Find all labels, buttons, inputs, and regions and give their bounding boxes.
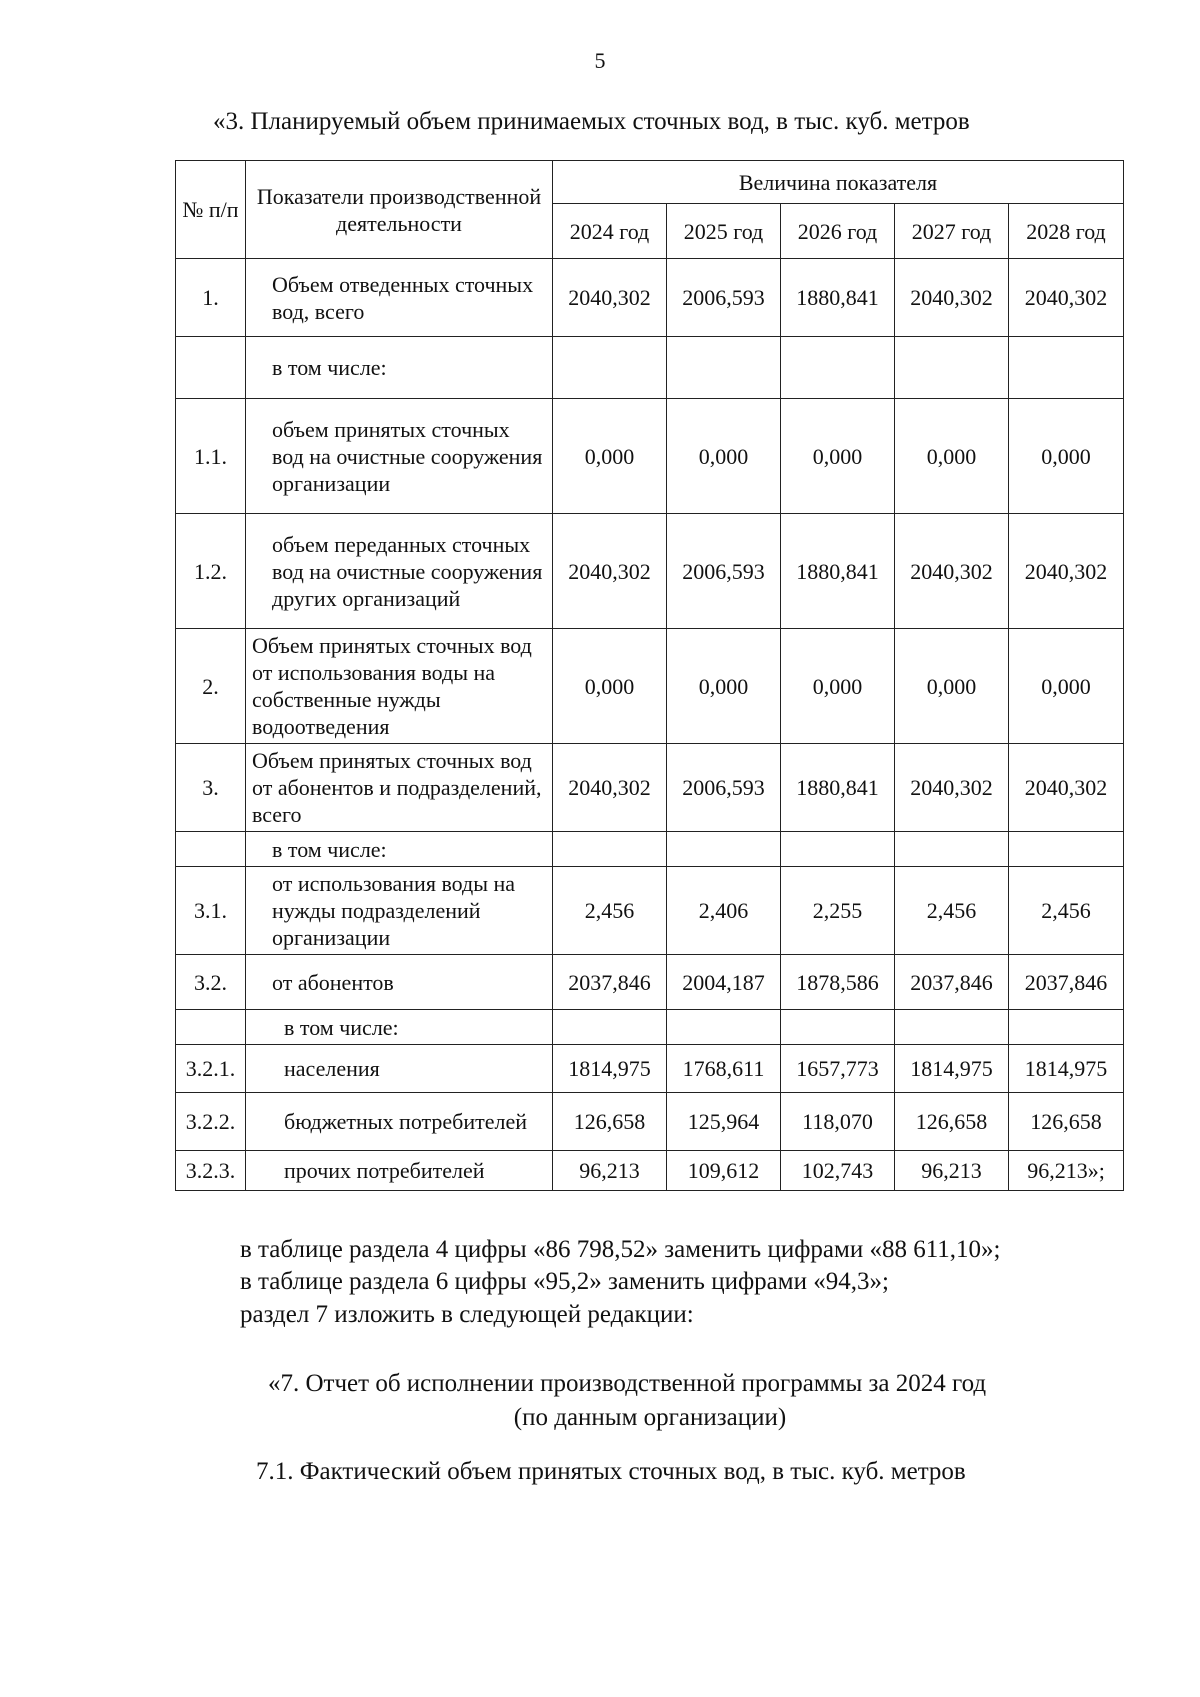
row-value: 0,000 <box>667 399 781 514</box>
row-num: 3.2.2. <box>176 1093 246 1151</box>
row-value: 2040,302 <box>895 514 1009 629</box>
row-value <box>781 337 895 399</box>
page-number: 5 <box>594 48 606 73</box>
row-value: 102,743 <box>781 1151 895 1191</box>
header-year: 2028 год <box>1009 204 1124 259</box>
row-value: 2040,302 <box>895 744 1009 832</box>
table-row <box>176 1045 1124 1093</box>
row-num: 2. <box>176 629 246 744</box>
row-value: 118,070 <box>781 1093 895 1151</box>
row-num: 1.1. <box>176 399 246 514</box>
row-value: 0,000 <box>553 399 667 514</box>
row-value <box>781 832 895 867</box>
row-value: 0,000 <box>895 399 1009 514</box>
header-year: 2027 год <box>895 204 1009 259</box>
row-value: 96,213»; <box>1009 1151 1124 1191</box>
table-row <box>176 1151 1124 1191</box>
header-num: № п/п <box>176 161 246 259</box>
header-value-group: Величина показателя <box>553 161 1124 204</box>
row-num: 1.2. <box>176 514 246 629</box>
row-value <box>667 337 781 399</box>
production-table <box>175 160 1124 1191</box>
row-num: 3.2.3. <box>176 1151 246 1191</box>
section71-heading: 7.1. Фактический объем принятых сточных вод, в тыс. куб. метров <box>256 1458 966 1485</box>
row-value <box>895 832 1009 867</box>
row-value: 0,000 <box>553 629 667 744</box>
row-value: 0,000 <box>895 629 1009 744</box>
row-value: 126,658 <box>895 1093 1009 1151</box>
row-value <box>667 832 781 867</box>
header-indicator: Показатели производственной деятельности <box>246 161 553 259</box>
row-value: 1880,841 <box>781 744 895 832</box>
row-value <box>667 1010 781 1045</box>
row-value: 2037,846 <box>1009 955 1124 1010</box>
row-num: 1. <box>176 259 246 337</box>
row-value: 2006,593 <box>667 514 781 629</box>
row-num: 3. <box>176 744 246 832</box>
row-value: 2040,302 <box>553 259 667 337</box>
row-value: 2,456 <box>1009 867 1124 955</box>
row-value <box>781 1010 895 1045</box>
row-value: 126,658 <box>553 1093 667 1151</box>
row-value: 125,964 <box>667 1093 781 1151</box>
row-name: в том числе: <box>246 337 553 399</box>
row-num <box>176 337 246 399</box>
table-row <box>176 1010 1124 1045</box>
row-value: 2,406 <box>667 867 781 955</box>
header-year: 2024 год <box>553 204 667 259</box>
table-row <box>176 867 1124 955</box>
header-year: 2026 год <box>781 204 895 259</box>
row-name: от использования воды на нужды подразделений организации <box>246 867 553 955</box>
row-value <box>1009 1010 1124 1045</box>
row-value: 0,000 <box>781 399 895 514</box>
row-name: Объем принятых сточных вод от абонентов и подразделений, всего <box>246 744 553 832</box>
row-value <box>895 1010 1009 1045</box>
table-row <box>176 744 1124 832</box>
table-row <box>176 629 1124 744</box>
row-value <box>895 337 1009 399</box>
table-row <box>176 832 1124 867</box>
row-value: 96,213 <box>553 1151 667 1191</box>
row-value: 1814,975 <box>553 1045 667 1093</box>
amendment-paragraph: раздел 7 изложить в следующей редакции: <box>240 1301 694 1328</box>
table-row <box>176 337 1124 399</box>
row-value <box>553 832 667 867</box>
row-value: 0,000 <box>1009 629 1124 744</box>
row-value: 2006,593 <box>667 259 781 337</box>
row-value <box>553 1010 667 1045</box>
row-num <box>176 832 246 867</box>
row-num <box>176 1010 246 1045</box>
row-name: бюджетных потребителей <box>246 1093 553 1151</box>
row-value: 2006,593 <box>667 744 781 832</box>
row-name: Объем отведенных сточных вод, всего <box>246 259 553 337</box>
section-heading: «3. Планируемый объем принимаемых сточных вод, в тыс. куб. метров <box>213 108 970 135</box>
row-name: населения <box>246 1045 553 1093</box>
header-year: 2025 год <box>667 204 781 259</box>
row-value: 109,612 <box>667 1151 781 1191</box>
row-value: 2037,846 <box>553 955 667 1010</box>
row-value: 2040,302 <box>553 744 667 832</box>
amendment-paragraph: в таблице раздела 4 цифры «86 798,52» заменить цифрами «88 611,10»; <box>240 1236 1001 1263</box>
row-value: 126,658 <box>1009 1093 1124 1151</box>
row-value <box>1009 337 1124 399</box>
row-name: прочих потребителей <box>246 1151 553 1191</box>
section7-subtitle: (по данным организации) <box>513 1404 787 1431</box>
row-value: 1768,611 <box>667 1045 781 1093</box>
row-num: 3.2.1. <box>176 1045 246 1093</box>
row-name: от абонентов <box>246 955 553 1010</box>
row-value: 1880,841 <box>781 514 895 629</box>
row-value <box>553 337 667 399</box>
row-value: 2040,302 <box>553 514 667 629</box>
section7-title: «7. Отчет об исполнении производственной программы за 2024 год <box>268 1370 987 1397</box>
amendment-paragraph: в таблице раздела 6 цифры «95,2» заменить цифрами «94,3»; <box>240 1268 889 1295</box>
row-value: 0,000 <box>781 629 895 744</box>
row-name: объем принятых сточных вод на очистные сооружения организации <box>246 399 553 514</box>
row-value: 1814,975 <box>895 1045 1009 1093</box>
row-name: Объем принятых сточных вод от использования воды на собственные нужды водоотведения <box>246 629 553 744</box>
row-value: 1878,586 <box>781 955 895 1010</box>
table-row <box>176 514 1124 629</box>
row-value: 2004,187 <box>667 955 781 1010</box>
row-name: в том числе: <box>246 832 553 867</box>
table-row <box>176 955 1124 1010</box>
table-row <box>176 259 1124 337</box>
row-value: 2,456 <box>553 867 667 955</box>
row-value: 2040,302 <box>1009 514 1124 629</box>
row-value: 96,213 <box>895 1151 1009 1191</box>
row-value: 0,000 <box>667 629 781 744</box>
row-value: 1814,975 <box>1009 1045 1124 1093</box>
table-row <box>176 399 1124 514</box>
row-value: 2,255 <box>781 867 895 955</box>
row-value: 1880,841 <box>781 259 895 337</box>
row-num: 3.1. <box>176 867 246 955</box>
row-name: объем переданных сточных вод на очистные сооружения других организаций <box>246 514 553 629</box>
row-num: 3.2. <box>176 955 246 1010</box>
row-value: 2,456 <box>895 867 1009 955</box>
row-value: 2040,302 <box>1009 259 1124 337</box>
table-row <box>176 1093 1124 1151</box>
row-name: в том числе: <box>246 1010 553 1045</box>
row-value: 0,000 <box>1009 399 1124 514</box>
row-value: 1657,773 <box>781 1045 895 1093</box>
row-value: 2040,302 <box>1009 744 1124 832</box>
row-value: 2040,302 <box>895 259 1009 337</box>
row-value <box>1009 832 1124 867</box>
row-value: 2037,846 <box>895 955 1009 1010</box>
